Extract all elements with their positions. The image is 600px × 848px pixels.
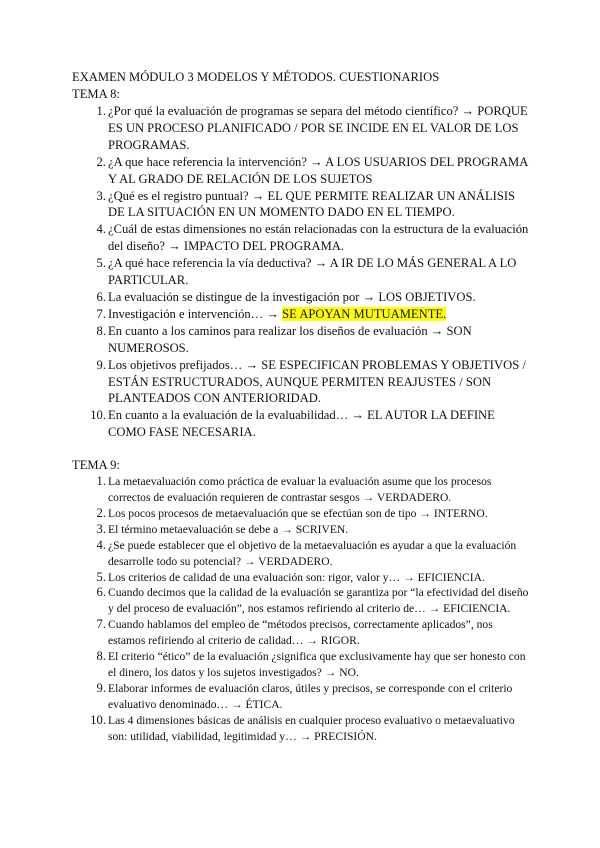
question-item [72, 306, 532, 323]
answer-text: SE ESPECIFICAN PROBLEMAS Y OBJETIVOS / ESTÁN ESTRUCTURADOS, AUNQUE PERMITEN REAJUSTES / SON PLANTEADOS CON ANTERIORIDAD. [108, 357, 526, 406]
question-number: 8. [96, 649, 106, 664]
section-title: TEMA 9: [72, 458, 120, 473]
answer-text: A LOS USUARIOS DEL PROGRAMA Y AL GRADO DE RELACIÓN DE LOS SUJETOS [108, 154, 528, 186]
question-item [72, 474, 532, 506]
question-number: 7. [96, 617, 106, 632]
question-number: 2. [96, 505, 106, 520]
question-number: 3. [96, 521, 106, 536]
answer-text: EFICIENCIA. [417, 570, 485, 584]
question-item [72, 585, 532, 617]
question-item [72, 538, 532, 570]
section-tema-9 [72, 457, 532, 744]
answer-text: INTERNO. [433, 506, 488, 520]
answer-text: A IR DE LO MÁS GENERAL A LO PARTICULAR. [108, 256, 517, 288]
question-list [72, 103, 532, 441]
question-text: ¿A que hace referencia la intervención? → [108, 154, 326, 169]
document-content [72, 69, 532, 745]
question-text: ¿Cuál de estas dimensiones no están relacionadas con la estructura de la evaluación del diseño? → [108, 222, 529, 254]
answer-text: VERDADERO. [376, 491, 452, 505]
question-number: 5. [96, 569, 106, 584]
question-item [72, 289, 532, 306]
question-text: ¿Qué es el registro puntual? → [108, 188, 268, 203]
question-item [72, 188, 532, 222]
question-number: 3. [96, 188, 106, 203]
answer-text: EFICIENCIA. [443, 602, 511, 616]
question-number: 1. [96, 474, 106, 489]
section-title: TEMA 8: [72, 87, 120, 101]
document-title: EXAMEN MÓDULO 3 MODELOS Y MÉTODOS. CUESTIONARIOS [72, 70, 440, 84]
question-number: 5. [96, 256, 106, 271]
answer-text: VERDADERO. [258, 554, 333, 568]
question-item [72, 154, 532, 188]
answer-text-highlighted: SE APOYAN MUTUAMENTE. [282, 306, 447, 321]
question-text: En cuanto a la evaluación de la evaluabilidad… → [108, 408, 368, 423]
question-text: Los pocos procesos de metaevaluación que se efectúan son de tipo → [108, 506, 434, 520]
question-text: En cuanto a los caminos para realizar los diseños de evaluación → [108, 323, 447, 338]
question-text: La evaluación se distingue de la investigación por → [108, 289, 379, 304]
answer-text: SCRIVEN. [295, 522, 349, 536]
question-number: 4. [96, 222, 106, 237]
question-number: 6. [96, 289, 106, 304]
question-number: 9. [96, 357, 106, 372]
question-number: 1. [96, 104, 106, 118]
answer-text: RIGOR. [320, 634, 360, 648]
question-item [72, 713, 532, 745]
question-item [72, 506, 532, 522]
question-text: La metaevaluación como práctica de evaluar la evaluación asume que los procesos correctos de evaluación requieren de contrastar sesgos → [108, 475, 492, 505]
question-item [72, 221, 532, 255]
question-list [72, 474, 532, 744]
answer-text: NO. [339, 666, 359, 679]
answer-text: LOS OBJETIVOS. [378, 289, 476, 304]
question-number: 8. [96, 323, 106, 338]
answer-text: EL AUTOR LA DEFINE COMO FASE NECESARIA. [108, 408, 495, 440]
answer-text: IMPACTO DEL PROGRAMA. [183, 239, 345, 254]
question-text: ¿A qué hace referencia la vía deductiva? → [108, 256, 330, 271]
question-number: 10. [90, 712, 106, 727]
question-item [72, 323, 532, 357]
question-item [72, 681, 532, 713]
question-text: Las 4 dimensiones básicas de análisis en cualquier proceso evaluativo o metaevaluativo son: utilidad, viabilidad, legitimidad y… → [108, 713, 515, 743]
question-item [72, 103, 532, 154]
question-text: Cuando decimos que la calidad de la evaluación se garantiza por “la efectividad del diseño y del proceso de evaluación”, nos estamos refiriendo al criterio de… → [108, 586, 529, 616]
question-number: 7. [96, 306, 106, 321]
question-item [72, 617, 532, 649]
question-text: ¿Se puede establecer que el objetivo de la metaevaluación es ayudar a que la evaluación desarrolle todo su potencial? → [108, 538, 517, 568]
question-item [72, 407, 532, 441]
section-tema-8 [72, 86, 532, 441]
question-text: Los objetivos prefijados… → [108, 357, 262, 372]
question-text: Cuando hablamos del empleo de “métodos precisos, correctamente aplicados”, nos estamos refiriendo al criterio de calidad… → [108, 618, 493, 648]
answer-text: PORQUE ES UN PROCESO PLANIFICADO / POR SE INCIDE EN EL VALOR DE LOS PROGRAMAS. [108, 104, 528, 152]
question-text: ¿Por qué la evaluación de programas se separa del método científico? → [108, 104, 478, 118]
question-item [72, 649, 532, 681]
answer-text: SON NUMEROSOS. [108, 323, 472, 355]
question-text: Los criterios de calidad de una evaluación son: rigor, valor y… → [108, 570, 418, 584]
question-item [72, 255, 532, 289]
question-text: El término metaevaluación se debe a → [108, 522, 296, 536]
question-item [72, 357, 532, 408]
question-text: El criterio “ético” de la evaluación ¿significa que exclusivamente hay que ser honesto con el dinero, los datos y los sujetos investigados? → [108, 650, 526, 679]
question-text: Elaborar informes de evaluación claros, útiles y precisos, se corresponde con el criterio evaluativo denominado… → [108, 681, 513, 711]
answer-text: PRECISIÓN. [314, 729, 377, 743]
question-number: 6. [96, 585, 106, 600]
question-number: 10. [90, 408, 106, 423]
question-text: Investigación e intervención… → [108, 306, 283, 321]
answer-text: EL QUE PERMITE REALIZAR UN ANÁLISIS DE LA SITUACIÓN EN UN MOMENTO DADO EN EL TIEMPO. [108, 188, 516, 220]
question-number: 2. [96, 154, 106, 169]
question-item [72, 522, 532, 538]
question-number: 9. [96, 680, 106, 695]
answer-text: ÉTICA. [245, 697, 283, 711]
question-item [72, 570, 532, 586]
question-number: 4. [96, 537, 106, 552]
sections-container [72, 86, 532, 745]
